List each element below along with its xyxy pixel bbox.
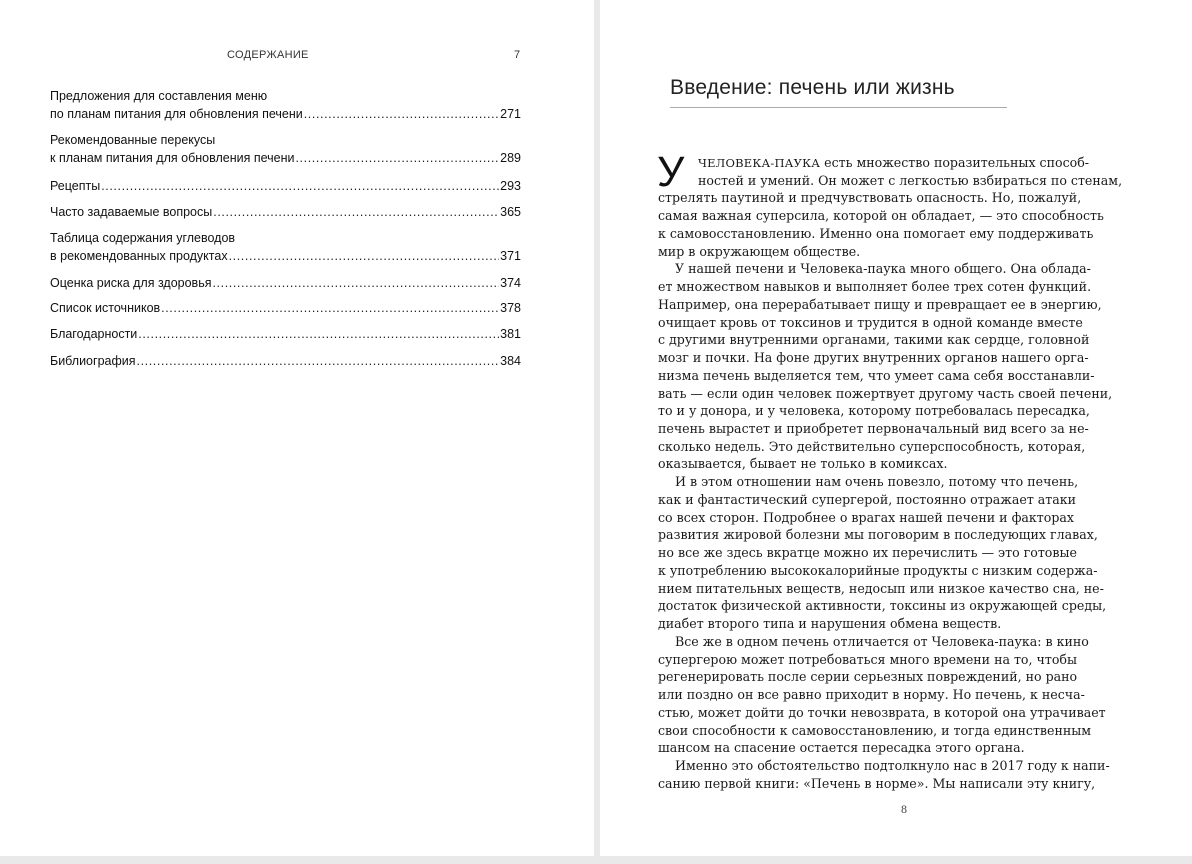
toc-entry-title: Предложения для составления меню — [50, 89, 268, 103]
text-line: Все же в одном печень отличается от Человека-паука: в кино — [675, 633, 1089, 649]
toc-page-number: 384 — [500, 354, 521, 368]
toc-line — [50, 229, 521, 247]
toc-entry[interactable] — [50, 229, 521, 265]
text-line: к самовосстановлению. Именно она помогает ему поддерживать — [658, 225, 1094, 241]
text-line: стью, может дойти до точки невозврата, в которой она утрачивает — [658, 704, 1106, 720]
toc-line — [50, 131, 521, 149]
toc-page-number: 374 — [500, 276, 521, 290]
text-line — [658, 154, 1090, 172]
toc-entry-title: Таблица содержания углеводов — [50, 231, 236, 245]
text-line: У нашей печени и Человека-паука много общего. Она облада- — [675, 261, 1091, 277]
line-text: есть множество поразительных способ- — [820, 155, 1090, 170]
text-line: вать — если один человек пожертвует другому часть своей печени, — [658, 385, 1113, 401]
text-line: шансом на спасение остается пересадка этого органа. — [658, 740, 1025, 756]
toc-leader-dots — [138, 325, 499, 343]
text-line: мир в окружающем обществе. — [658, 243, 861, 259]
toc-leader-dots — [101, 177, 499, 195]
toc-line — [50, 274, 521, 292]
text-line: регенерировать после серии серьезных повреждений, но рано — [658, 669, 1078, 685]
toc-entry-title: Оценка риска для здоровья — [50, 276, 212, 290]
drop-cap: У — [657, 148, 685, 196]
toc-entry-title: по планам питания для обновления печени — [50, 107, 303, 121]
left-page — [0, 0, 594, 856]
paragraph — [658, 633, 1106, 757]
toc-entry-title: к планам питания для обновления печени — [50, 151, 295, 165]
toc-page-number: 289 — [500, 151, 521, 165]
toc-page-number: 271 — [500, 107, 521, 121]
text-line: диабет второго типа и нарушения обмена веществ. — [658, 616, 1002, 632]
text-line: то и у донора, и у человека, которому потребовалась пересадка, — [658, 403, 1090, 419]
text-line: как и фантастический супергерой, постоянно отражает атаки — [658, 491, 1077, 507]
toc-page-number: 381 — [500, 327, 521, 341]
toc-leader-dots — [213, 203, 499, 221]
text-line: самая важная суперсила, которой он обладает, — это способность — [658, 208, 1104, 224]
toc-entry-title: Библиография — [50, 354, 136, 368]
text-line: Например, она перерабатывает пищу и превращает ее в энергию, — [658, 296, 1102, 312]
running-head: СОДЕРЖАНИЕ — [227, 49, 309, 61]
toc-page-number: 365 — [500, 205, 521, 219]
text-line: к употреблению высококалорийные продукты с низким содержа- — [658, 562, 1098, 578]
paragraph — [658, 154, 1123, 260]
toc-entry[interactable] — [50, 203, 521, 221]
chapter-body — [657, 148, 1123, 792]
toc-line — [50, 247, 521, 265]
text-line: стрелять паутиной и предчувствовать опасность. Но, пожалуй, — [658, 190, 1082, 206]
text-line: мозг и почки. На фоне других внутренних органов нашего орга- — [658, 350, 1089, 366]
text-line: свои способности к самовосстановлению, и тогда единственным — [658, 722, 1092, 738]
text-line: с другими внутренними органами, такими как сердце, головной — [658, 332, 1090, 348]
toc-page-number: 293 — [500, 179, 521, 193]
text-line: печень вырастет и приобретет первоначальный вид всего за не- — [658, 421, 1089, 437]
toc-line — [50, 149, 521, 167]
text-line: ет множеством навыков и выполняет более трех сотен функций. — [658, 279, 1092, 295]
toc-entry-title: в рекомендованных продуктах — [50, 249, 228, 263]
toc-entry[interactable] — [50, 87, 521, 123]
toc-entry-title: Рецепты — [50, 179, 101, 193]
toc-line — [50, 203, 521, 221]
toc-leader-dots — [304, 105, 499, 123]
toc-line — [50, 87, 521, 105]
toc-entry[interactable] — [50, 352, 521, 370]
chapter-title: Введение: печень или жизнь — [670, 76, 955, 99]
toc-entry[interactable] — [50, 131, 521, 167]
toc-leader-dots — [295, 149, 499, 167]
text-line: ностей и умений. Он может с легкостью взбираться по стенам, — [698, 172, 1123, 188]
paragraph — [658, 757, 1110, 792]
toc-entry[interactable] — [50, 177, 521, 195]
text-line: развития жировой болезни мы поговорим в последующих главах, — [658, 527, 1098, 543]
text-line: достаток физической активности, токсины из окружающей среды, — [658, 598, 1107, 614]
toc-line — [50, 177, 521, 195]
toc-line — [50, 352, 521, 370]
toc-entry-title: Список источников — [50, 301, 161, 315]
toc-line — [50, 105, 521, 123]
small-caps-lead: ЧЕЛОВЕКА-ПАУКА — [698, 156, 821, 170]
text-line: очищает кровь от токсинов и трудится в одной команде вместе — [658, 314, 1083, 330]
text-line: оказывается, бывает не только в комиксах. — [658, 456, 948, 472]
toc-entry-title: Часто задаваемые вопросы — [50, 205, 213, 219]
toc-line — [50, 299, 521, 317]
toc-entry-title: Благодарности — [50, 327, 138, 341]
toc-leader-dots — [229, 247, 500, 265]
text-line: но все же здесь вкратце можно их перечислить — это готовые — [658, 545, 1077, 561]
paragraph — [658, 260, 1113, 473]
text-line: или поздно он все равно приходит в норму. Но печень, к несча- — [658, 687, 1085, 703]
paragraph — [658, 473, 1107, 633]
toc-page-number: 378 — [500, 301, 521, 315]
text-line: низма печень выделяется тем, что умеет сама себя восстанавли- — [658, 367, 1095, 383]
text-line: супергерою может потребоваться много времени на то, чтобы — [658, 651, 1078, 667]
text-line: санию первой книги: «Печень в норме». Мы написали эту книгу, — [658, 775, 1096, 791]
toc-leader-dots — [212, 274, 499, 292]
text-line: сколько недель. Это действительно суперспособность, которая, — [658, 438, 1086, 454]
title-underline — [670, 107, 1007, 108]
toc-page-number: 371 — [500, 249, 521, 263]
toc-line — [50, 325, 521, 343]
toc-entry[interactable] — [50, 299, 521, 317]
text-line: Именно это обстоятельство подтолкнуло нас в 2017 году к напи- — [675, 757, 1110, 773]
page-number: 7 — [514, 49, 521, 61]
text-line: со всех сторон. Подробнее о врагах нашей печени и факторах — [658, 509, 1075, 525]
text-line: И в этом отношении нам очень повезло, потому что печень, — [675, 474, 1079, 490]
toc-leader-dots — [137, 352, 500, 370]
toc-leader-dots — [161, 299, 499, 317]
text-line: нием питательных веществ, недосып или низкое качество сна, не- — [658, 580, 1104, 596]
toc-entry[interactable] — [50, 274, 521, 292]
page-number: 8 — [901, 802, 907, 816]
toc-entry-title: Рекомендованные перекусы — [50, 133, 216, 147]
toc-entry[interactable] — [50, 325, 521, 343]
